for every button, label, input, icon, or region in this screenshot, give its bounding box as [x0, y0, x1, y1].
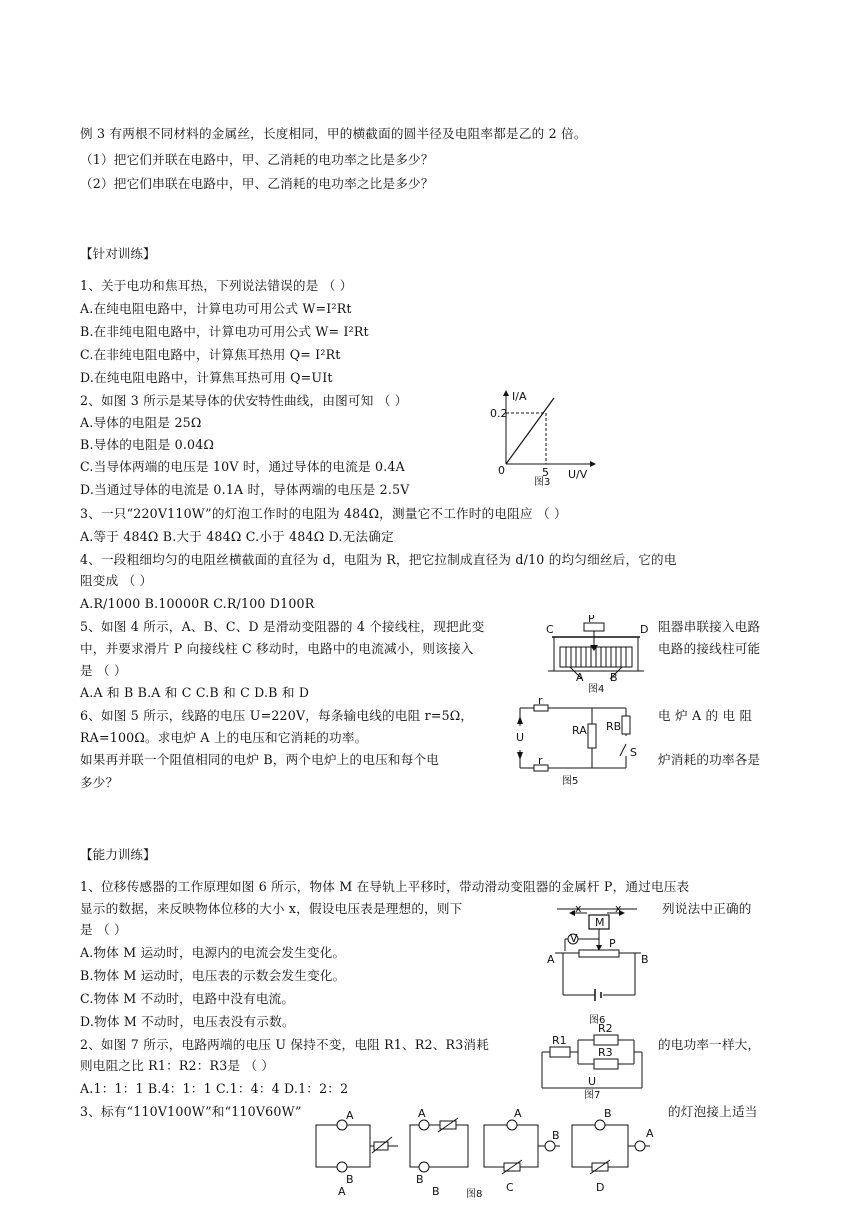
figure-6-sensor-circuit [545, 903, 649, 1033]
fig8-c-lamp-a: A [514, 1107, 522, 1120]
q4-line-1: 4、一段粗细均匀的电阻丝横截面的直径为 d，电阻为 R，把它拉制成直径为 d/10 的均匀细丝后，它的电 [80, 552, 677, 567]
figure-7-resistor-network [538, 1022, 648, 1100]
fig7-label-r2: R2 [598, 1022, 613, 1035]
q6-line-2: RA=100Ω。求电炉 A 上的电压和它消耗的功率。 [80, 730, 368, 745]
p1-line-3: 是 （ ） [80, 922, 127, 937]
q5-line-1-right: 阻器串联接入电路 [658, 619, 761, 634]
fig8-c-lamp-b: B [552, 1129, 560, 1142]
figure-3-iu-graph [490, 388, 600, 486]
q1-option-c: C.在非纯电阻电路中，计算焦耳热用 Q= I²Rt [80, 347, 341, 362]
fig8-caption: 图8 [466, 1189, 483, 1199]
p2-options: A.1：1：1 B.4：1：1 C.1：4：4 D.1：2：2 [80, 1081, 349, 1096]
fig4-label-p: P [588, 615, 595, 625]
fig5-label-s: S [630, 746, 637, 759]
p1-option-d: D.物体 M 不动时，电压表没有示数。 [80, 1014, 295, 1029]
fig5-caption: 图5 [562, 776, 579, 787]
q5-line-1-left: 5、如图 4 所示，A、B、C、D 是滑动变阻器的 4 个接线柱，现把此变 [80, 619, 485, 634]
fig5-label-u: U [516, 731, 525, 744]
q1-stem: 1、关于电功和焦耳热，下列说法错误的是 （ ） [80, 278, 353, 293]
fig5-label-rb: RB [606, 720, 622, 733]
q6-line-1-right: 电 炉 A 的 电 阻 [658, 708, 753, 723]
fig3-ylabel: I/A [512, 390, 527, 403]
q2-option-c: C.当导体两端的电压是 10V 时，通过导体的电流是 0.4A [80, 459, 405, 474]
q1-option-d: D.在纯电阻电路中，计算焦耳热可用 Q=UIt [80, 370, 333, 385]
fig4-label-c: C [546, 623, 554, 636]
p2-line-2: 则电阻之比 R1：R2：R3是 （ ） [80, 1058, 275, 1073]
fig6-caption: 图6 [589, 1015, 606, 1026]
fig3-ytick: 0.2 [490, 407, 508, 420]
fig3-xtick: 5 [542, 466, 549, 479]
fig8-label-b: B [432, 1185, 440, 1198]
q5-line-3: 是 （ ） [80, 663, 127, 678]
figure-8-lamp-circuits [300, 1107, 660, 1199]
fig4-label-a: A [576, 671, 584, 684]
q3-options: A.等于 484Ω B.大于 484Ω C.小于 484Ω D.无法确定 [80, 529, 394, 544]
fig8-b-lamp-a: A [418, 1107, 426, 1120]
fig7-label-r1: R1 [552, 1034, 567, 1047]
fig5-label-r-bottom: r [538, 754, 543, 767]
fig6-label-m: M [595, 916, 605, 929]
fig8-label-a: A [338, 1185, 346, 1198]
p1-option-c: C.物体 M 不动时，电路中没有电流。 [80, 991, 295, 1006]
fig7-caption: 图7 [584, 1090, 601, 1100]
q2-stem: 2、如图 3 所示是某导体的伏安特性曲线，由图可知 （ ） [80, 393, 408, 408]
fig8-a-lamp-b: B [346, 1173, 354, 1186]
fig3-caption: 图3 [534, 477, 551, 486]
fig6-label-b: B [641, 953, 649, 966]
fig4-label-d: D [640, 623, 649, 636]
fig8-a-lamp-a: A [346, 1109, 354, 1122]
fig3-origin: 0 [498, 464, 505, 477]
fig6-label-a: A [547, 953, 555, 966]
fig5-label-r-top: r [538, 696, 543, 707]
q1-option-b: B.在非纯电阻电路中，计算电功可用公式 W= I²Rt [80, 324, 369, 339]
q2-option-b: B.导体的电阻是 0.04Ω [80, 437, 215, 452]
q6-line-3-left: 如果再并联一个阻值相同的电炉 B，两个电炉上的电压和每个电 [80, 752, 440, 767]
p1-line-1: 1、位移传感器的工作原理如图 6 所示，物体 M 在导轨上平移时，带动滑动变阻器的金属杆 P，通过电压表 [80, 879, 690, 894]
q6-line-1-left: 6、如图 5 所示，线路的电压 U=220V，每条输电线的电阻 r=5Ω， [80, 708, 474, 723]
q6-line-3-right: 炉消耗的功率各是 [658, 752, 761, 767]
p1-line-2-left: 显示的数据，来反映物体位移的大小 x，假设电压表是理想的，则下 [80, 901, 463, 916]
p3-line-1-right: 的灯泡接上适当 [668, 1104, 758, 1119]
figure-4-rheostat [544, 615, 652, 697]
fig3-xlabel: U/V [568, 468, 588, 481]
fig6-label-v: V [570, 932, 578, 945]
section-heading-ability-training: 【能力训练】 [80, 847, 156, 862]
q4-line-2: 阻变成 （ ） [80, 573, 153, 588]
q1-option-a: A.在纯电阻电路中，计算电功可用公式 W=I²Rt [80, 301, 352, 316]
q3-stem: 3、一只“220V110W”的灯泡工作时的电阻为 484Ω，测量它不工作时的电阻应 （ ） [80, 506, 567, 521]
q4-options: A.R/1000 B.10000R C.R/100 D100R [80, 596, 315, 611]
fig8-label-c: C [506, 1181, 514, 1194]
fig4-label-b: B [610, 671, 618, 684]
q6-line-4: 多少？ [80, 775, 119, 790]
fig5-label-ra: RA [572, 724, 587, 737]
fig6-label-p: P [609, 937, 616, 950]
fig8-b-lamp-b: B [416, 1173, 424, 1186]
p1-option-a: A.物体 M 运动时，电源内的电流会发生变化。 [80, 945, 346, 960]
fig8-d-lamp-b: B [604, 1107, 612, 1120]
example-3-line-1: 例 3 有两根不同材料的金属丝，长度相同，甲的横截面的圆半径及电阻率都是乙的 2 倍。 [80, 126, 587, 141]
fig6-label-x-left: x [575, 903, 582, 915]
p3-line-1-left: 3、标有“110V100W”和“110V60W” [80, 1104, 302, 1119]
q2-option-a: A.导体的电阻是 25Ω [80, 415, 202, 430]
p2-line-1-left: 2、如图 7 所示，电路两端的电压 U 保持不变，电阻 R1、R2、R3消耗 [80, 1037, 489, 1052]
example-3-line-2: （1）把它们并联在电路中，甲、乙消耗的电功率之比是多少？ [80, 152, 434, 167]
p1-line-2-right: 列说法中正确的 [662, 901, 752, 916]
fig4-caption: 图4 [588, 684, 605, 695]
q2-option-d: D.当通过导体的电流是 0.1A 时，导体两端的电压是 2.5V [80, 482, 410, 497]
fig8-label-d: D [596, 1181, 605, 1194]
q5-line-2-left: 中，并要求滑片 P 向接线柱 C 移动时，电路中的电流减小，则该接入 [80, 641, 474, 656]
q5-line-2-right: 电路的接线柱可能 [658, 641, 761, 656]
fig8-d-lamp-a: A [646, 1127, 654, 1140]
section-heading-targeted-training: 【针对训练】 [80, 246, 156, 261]
p2-line-1-right: 的电功率一样大， [658, 1037, 761, 1052]
p1-option-b: B.物体 M 运动时，电压表的示数会发生变化。 [80, 968, 346, 983]
figure-5-circuit [510, 696, 638, 788]
fig7-label-u: U [588, 1075, 597, 1088]
example-3-line-3: （2）把它们串联在电路中，甲、乙消耗的电功率之比是多少？ [80, 176, 434, 191]
fig7-label-r3: R3 [598, 1046, 613, 1059]
q5-options: A.A 和 B B.A 和 C C.B 和 C D.B 和 D [80, 685, 310, 700]
fig6-label-x-right: x [615, 903, 622, 915]
